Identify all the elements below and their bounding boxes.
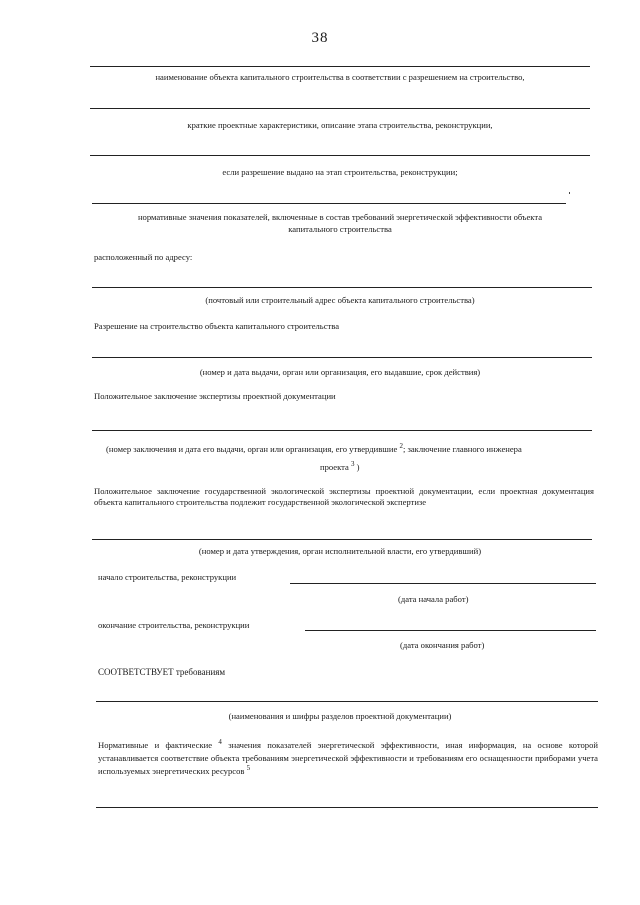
footnote-2: 2: [399, 442, 403, 451]
expertise-caption-end: ; заключение главного инженера: [402, 444, 522, 454]
start-label: начало строительства, реконструкции: [98, 572, 237, 582]
expertise-caption-project: проекта: [320, 462, 349, 472]
energy-norms-caption-1: нормативные значения показателей, включенные в состав требований энергетической эффективности объекта: [137, 212, 543, 222]
eco-expertise-line: [92, 539, 592, 540]
expertise-caption-1: [106, 444, 522, 455]
footnote-5: 5: [246, 764, 251, 773]
complies-label: СООТВЕТСТВУЕТ требованиям: [98, 667, 226, 677]
sections-caption: (наименования и шифры разделов проектной документации): [228, 711, 452, 721]
expertise-caption-2: [320, 462, 360, 473]
eco-expertise-label: Положительное заключение государственной экологической экспертизы проектной документации, если проектная документация объекта капитального строительства подлежит государственной экологической экспертизе: [94, 486, 594, 507]
characteristics-line: [90, 108, 590, 109]
start-date-caption: (дата начала работ): [398, 594, 469, 604]
end-label: окончание строительства, реконструкции: [98, 620, 250, 630]
expertise-line: [92, 430, 592, 431]
end-date-line: [305, 630, 596, 631]
expertise-caption-text: (номер заключения и дата его выдачи, орган или организация, его утвердившие: [106, 444, 398, 454]
address-line: [92, 287, 592, 288]
permit-stage-caption: если разрешение выдано на этап строительства, реконструкции;: [222, 167, 458, 177]
end-date-caption: (дата окончания работ): [400, 640, 485, 650]
address-caption: (почтовый или строительный адрес объекта капитального строительства): [205, 295, 475, 305]
eco-expertise-caption: (номер и дата утверждения, орган исполнительной власти, его утвердивший): [198, 546, 482, 556]
footnote-3: 3: [351, 460, 355, 469]
permit-label: Разрешение на строительство объекта капитального строительства: [94, 321, 340, 331]
object-name-caption: наименование объекта капитального строительства в соответствии с разрешением на строительство,: [155, 72, 525, 82]
characteristics-caption: краткие проектные характеристики, описание этапа строительства, реконструкции,: [187, 120, 493, 130]
expertise-label: Положительное заключение экспертизы проектной документации: [94, 391, 336, 401]
page-number: 38: [311, 30, 329, 46]
energy-norms-caption-2: капитального строительства: [288, 224, 392, 234]
expertise-caption-close: ): [356, 462, 360, 472]
indicators-text-1: Нормативные и фактические: [98, 740, 213, 750]
energy-norms-line: [92, 203, 566, 204]
start-date-line: [290, 583, 596, 584]
indicators-paragraph: [98, 739, 598, 778]
indicators-line: [96, 807, 598, 808]
object-name-line: [90, 66, 590, 67]
permit-stage-line: [90, 155, 590, 156]
located-at-label: расположенный по адресу:: [94, 252, 193, 262]
permit-caption: (номер и дата выдачи, орган или организация, его выдавшие, срок действия): [199, 367, 481, 377]
scan-mark: [569, 192, 570, 194]
sections-line: [96, 701, 598, 702]
footnote-4: 4: [218, 738, 222, 747]
permit-line: [92, 357, 592, 358]
indicators-text-2: значения показателей энергетической эффективности, иная информация, на основе которой устанавливается соответствие объекта требованиям энергетической эффективности и требованиям его оснащенности приборами учета используемых энергетических ресурсов: [98, 740, 598, 776]
